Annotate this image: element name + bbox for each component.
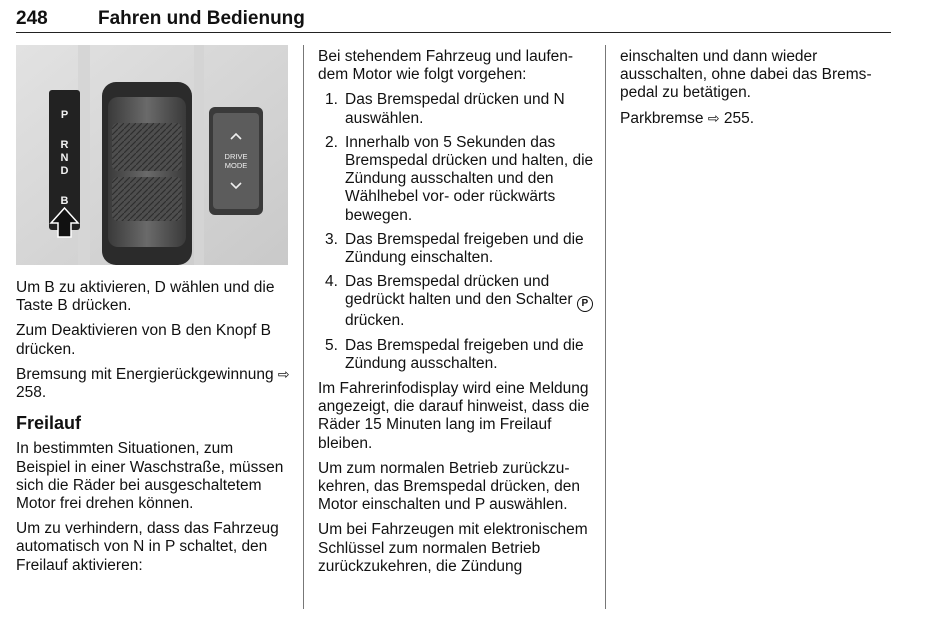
column-3: [620, 48, 892, 135]
column-divider: [303, 45, 304, 609]
paragraph: Im Fahrerinfodisplay wird eine Meldung angezeigt, die darauf hinweist, dass die Räder 15 Minuten lang im Freilauf bleiben.: [318, 380, 590, 452]
list-item: 1. Das Bremspedal drücken und N auswählen.: [325, 91, 565, 127]
gear-selector-figure: [16, 45, 288, 265]
list-item: 4. Das Bremspedal drücken und gedrückt halten und den Schalter P drücken.: [318, 273, 594, 330]
reference-arrow-icon: ⇨: [707, 110, 720, 127]
list-item: 5. Das Bremspedal freigeben und die Zündung ausschalten.: [325, 336, 584, 372]
drive-mode-label-2: MODE: [224, 161, 248, 170]
list-item: 3. Das Bremspedal freigeben und die Zündung einschalten.: [325, 230, 584, 267]
paragraph: Um zum normalen Betrieb zurückzukehren, das Bremspedal drücken, den Motor einschalten und P auswählen.: [318, 459, 580, 514]
running-title: Fahren und Bedienung: [98, 8, 305, 29]
paragraph: Um bei Fahrzeugen mit elektronischem Schlüssel zum normalen Betrieb zurückzukehren, die Zündung: [318, 521, 588, 575]
cross-reference[interactable]: Bremsung mit Energierückgewinnung ⇨ 258.: [16, 365, 290, 402]
lever-grip-lower: [112, 177, 182, 221]
lever-grip-upper: [112, 123, 182, 171]
park-button-icon: P: [577, 296, 593, 312]
gear-label-b: B: [60, 195, 69, 207]
gear-label-p: P: [60, 109, 69, 121]
gear-label-n: N: [60, 152, 69, 164]
column-2: [318, 48, 594, 583]
gear-label-r: R: [60, 139, 69, 151]
column-divider: [605, 45, 606, 609]
page-number: 248: [16, 8, 48, 29]
column-1: [16, 45, 290, 582]
section-heading: Freilauf: [16, 413, 82, 434]
paragraph: Bei stehendem Fahrzeug und laufendem Motor wie folgt vorgehen:: [318, 48, 574, 84]
list-item: 2. Innerhalb von 5 Sekunden das Bremspedal drücken und halten, die Zündung ausschalten und den Wählhebel vor- oder rückwärts bewegen.: [325, 133, 594, 224]
paragraph: Zum Deaktivieren von B den Knopf B drücken.: [16, 322, 272, 358]
paragraph: Um B zu aktivieren, D wählen und die Taste B drücken.: [16, 279, 275, 315]
paragraph: In bestimmten Situationen, zum Beispiel in einer Waschstraße, müssen sich die Räder bei ausgeschaltetem Motor frei drehen können.: [16, 440, 284, 513]
paragraph: einschalten und dann wieder ausschalten, ohne dabei das Bremspedal zu betätigen.: [620, 48, 872, 102]
cross-reference[interactable]: Parkbremse ⇨ 255.: [620, 109, 755, 127]
paragraph: Um zu verhindern, dass das Fahrzeug automatisch von N in P schaltet, den Freilauf aktivieren:: [16, 520, 279, 574]
reference-arrow-icon: ⇨: [277, 366, 290, 383]
drive-mode-label-1: DRIVE: [224, 152, 248, 161]
page-header: [16, 6, 891, 33]
gear-lever: [108, 97, 186, 247]
step-list: [318, 91, 594, 373]
gear-label-d: D: [60, 165, 69, 177]
